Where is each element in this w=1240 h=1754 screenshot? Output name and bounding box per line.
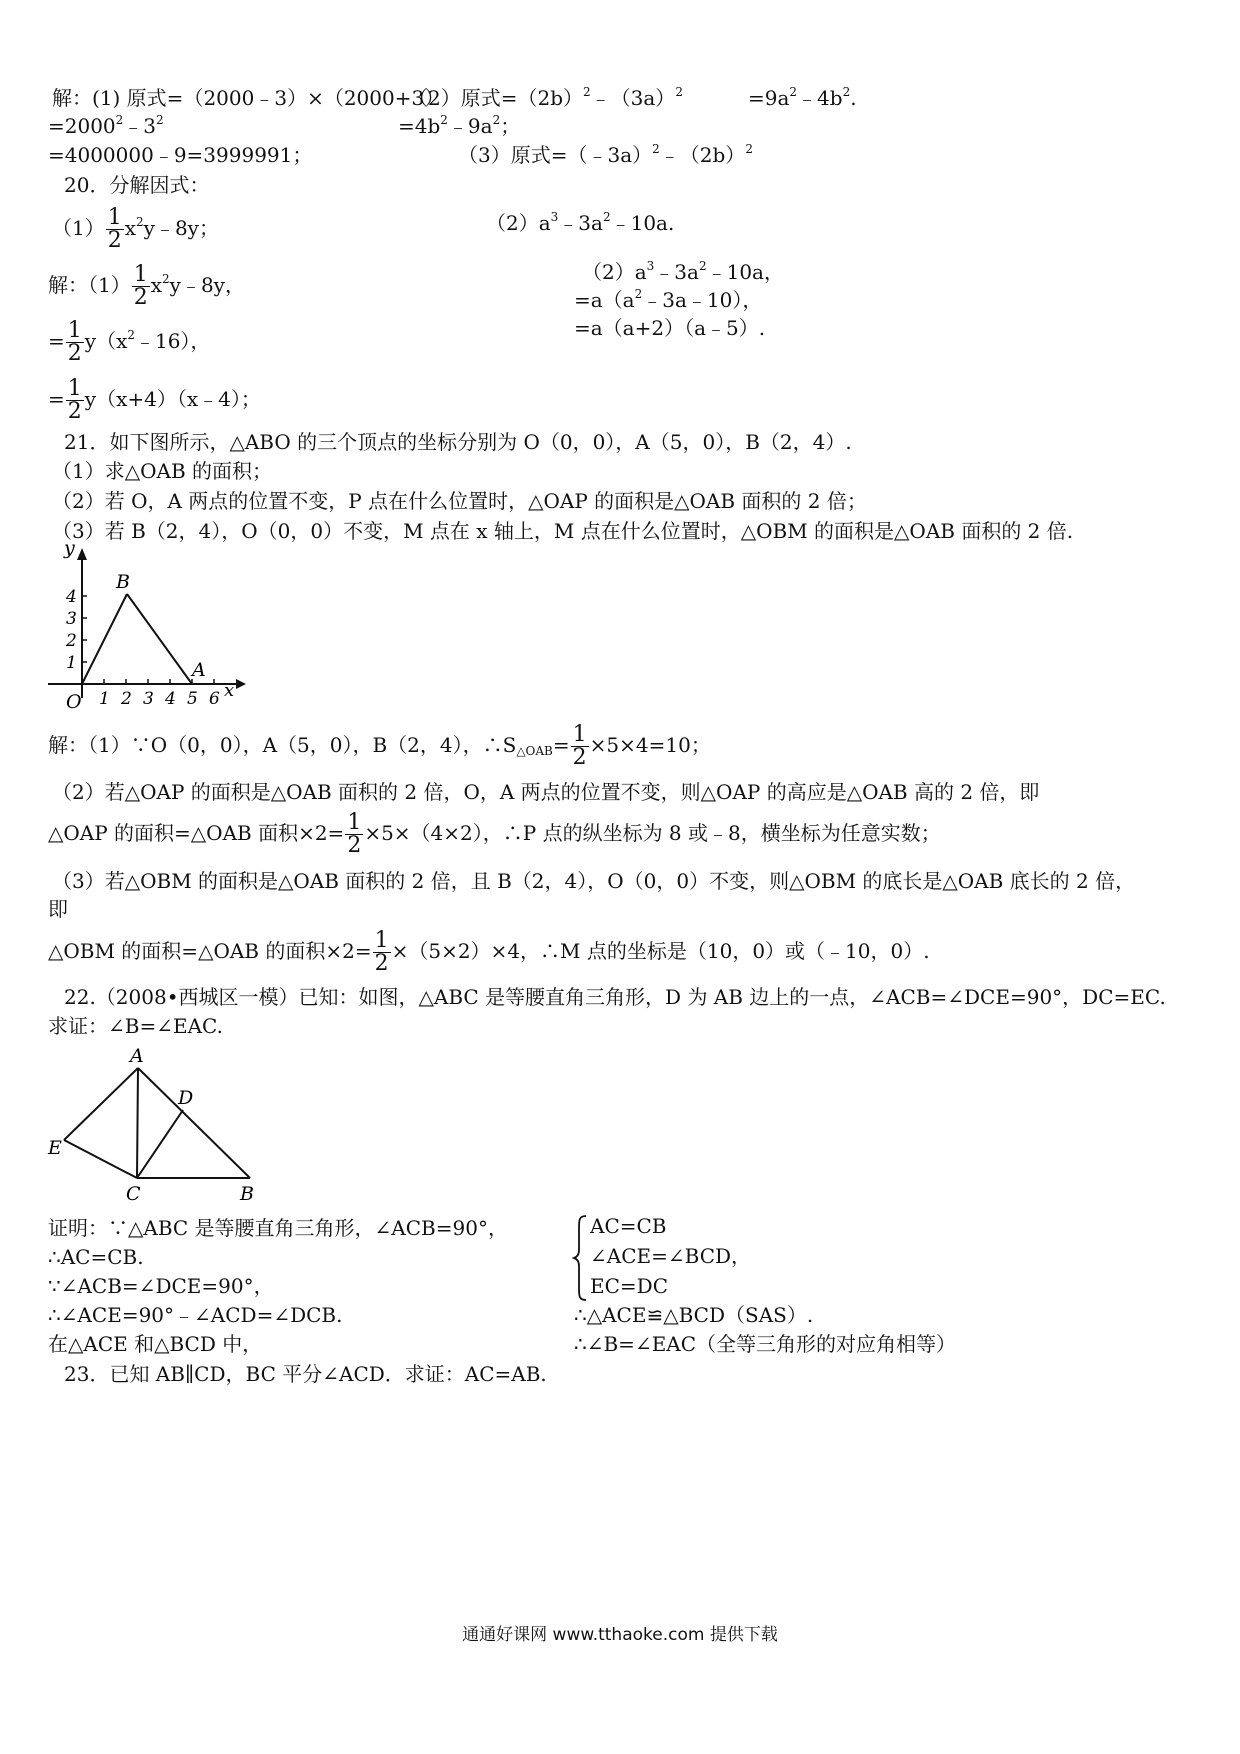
segment-ae	[64, 1068, 138, 1140]
y-tick-label-3: 3	[66, 609, 77, 629]
q21-solution1: 解：（1）∵O（0，0），A（5，0），B（2，4），$\therefore S_{\triangle OAB}=$ $\frac{1}{2}$ ×5×4=10；	[48, 722, 711, 770]
q20-solution1-line3: = $\frac{1}{2}$ y（x+4）（x﹣4）；	[48, 376, 261, 424]
point-d-label: D	[178, 1087, 194, 1109]
q20-solution2-line3: =a（a+2）（a﹣5）.	[574, 316, 766, 340]
q21-solution3-line2: 即	[48, 897, 68, 921]
footer: 通通好课网 www.tthaoke.com 提供下载	[462, 1625, 778, 1645]
q21-part1: （1）求△OAB 的面积；	[52, 459, 272, 483]
x-tick-label-5: 5	[187, 689, 198, 709]
q20-title: 20．分解因式：	[64, 173, 210, 197]
q21-solution3-line3: △OBM 的面积=△OAB 的面积×2= $\frac{1}{2}$ ×（5×2）×4，∴M 点的坐标是（10，0）或（﹣10，0）.	[48, 928, 930, 976]
coordinate-graph	[40, 538, 260, 716]
left-brace	[572, 1214, 588, 1302]
brace-line3: EC=DC	[590, 1274, 668, 1298]
brace-line1: AC=CB	[590, 1214, 667, 1238]
segment-cd	[137, 1110, 183, 1178]
fraction-half: $\frac{1}{2}$	[572, 722, 587, 770]
origin-label: O	[66, 691, 82, 713]
q20-solution1-line1: 解：（1） $\frac{1}{2}$ $x^2y﹣8y$，	[48, 262, 245, 310]
x-tick-label-3: 3	[143, 689, 154, 709]
q19-line1-right: $=9a^2﹣4b^2$.	[748, 85, 857, 110]
x-tick-label-6: 6	[209, 689, 220, 709]
y-tick-label-4: 4	[66, 587, 77, 607]
segment-ab	[138, 1068, 250, 1178]
fraction-half: $\frac{1}{2}$	[374, 928, 389, 976]
q19-line2-left: $=2000^2﹣3^2$	[48, 113, 164, 138]
q22-proof-line2: ∴AC=CB.	[48, 1245, 144, 1269]
q20-problem2: $(2)a^3﹣3a^2﹣10a$.	[486, 210, 675, 235]
q21-solution3-line1: （3）若△OBM 的面积是△OAB 面积的 2 倍，且 B（2，4），O（0，0）不变，则△OBM 的底长是△OAB 底长的 2 倍，	[52, 869, 1136, 893]
x-axis-label: x	[224, 680, 235, 701]
triangle-figure	[40, 1040, 270, 1210]
q22-proof-line5: 在△ACE 和△BCD 中，	[48, 1332, 263, 1356]
q19-line2-mid: $=4b^2﹣9a^2$；	[398, 113, 521, 138]
q23-text: 23．已知 AB∥CD，BC 平分∠ACD．求证：AC=AB.	[64, 1362, 547, 1386]
point-e-label: E	[48, 1137, 62, 1159]
segment-ac	[137, 1068, 138, 1178]
q22-prove: 求证：∠B=∠EAC.	[48, 1014, 223, 1038]
q20-solution1-line2: = $\frac{1}{2}$ $y(x^2﹣16)$，	[48, 318, 211, 366]
q21-intro: 21．如下图所示，△ABO 的三个顶点的坐标分别为 O（0，0），A（5，0），B（2，4）.	[64, 430, 852, 454]
q20-problem1: （1） $\frac{1}{2}$ $x^2y﹣8y$；	[52, 205, 219, 253]
fraction-half: $\frac{1}{2}$	[133, 262, 148, 310]
q19-line1-mid: （2）原式$=(2b)^2﹣(3a)^2$	[408, 85, 683, 110]
point-a-label: A	[130, 1045, 144, 1067]
point-c-label: C	[126, 1183, 141, 1205]
q22-proof-line3: ∵∠ACB=∠DCE=90°，	[48, 1274, 274, 1298]
point-a-label: A	[192, 659, 206, 681]
brace-line2: ∠ACE=∠BCD，	[590, 1244, 752, 1268]
q21-part2: （2）若 O，A 两点的位置不变，P 点在什么位置时，△OAP 的面积是△OAB 面积的 2 倍；	[52, 489, 867, 513]
q19-line3-left: =4000000﹣9=3999991；	[48, 143, 313, 167]
q19-line1-left: 解：(1) 原式=（2000﹣3）×（2000+3）	[52, 86, 445, 110]
y-tick-label-1: 1	[66, 653, 77, 673]
fraction-half: $\frac{1}{2}$	[67, 318, 82, 366]
q20-solution2-line1: $(2)a^3﹣3a^2﹣10a$，	[582, 259, 784, 284]
point-b-label: B	[240, 1183, 254, 1205]
x-tick-label-4: 4	[165, 689, 176, 709]
q22-proof-line4: ∴∠ACE=90°﹣∠ACD=∠DCB.	[48, 1303, 343, 1327]
y-tick-label-2: 2	[66, 631, 77, 651]
q19-line3-mid: （3）原式$=(﹣3a)^2﹣(2b)^2$	[458, 142, 753, 167]
q22-intro: 22.（2008•西城区一模）已知：如图，△ABC 是等腰直角三角形，D 为 AB 边上的一点，∠ACB=∠DCE=90°，DC=EC.	[64, 985, 1166, 1009]
x-axis-arrow	[236, 679, 246, 689]
q22-conclusion2: ∴∠B=∠EAC（全等三角形的对应角相等）	[574, 1332, 957, 1356]
y-axis-arrow	[77, 548, 87, 560]
q21-part3: （3）若 B（2，4），O（0，0）不变，M 点在 x 轴上，M 点在什么位置时，△OBM 的面积是△OAB 面积的 2 倍.	[52, 519, 1074, 543]
x-tick-label-1: 1	[99, 689, 110, 709]
axis-ticks	[65, 587, 220, 709]
point-b-label: B	[116, 571, 130, 593]
q22-proof-line1: 证明：∵△ABC 是等腰直角三角形，∠ACB=90°，	[48, 1216, 508, 1240]
fraction-half: $\frac{1}{2}$	[67, 376, 82, 424]
segment-ob	[82, 594, 127, 684]
segment-ba	[127, 594, 192, 684]
x-tick-label-2: 2	[121, 689, 132, 709]
q22-conclusion1: ∴△ACE≌△BCD（SAS）.	[574, 1303, 814, 1327]
fraction-half: $\frac{1}{2}$	[347, 810, 362, 858]
q21-solution2-line2: △OAP 的面积=△OAB 面积×2= $\frac{1}{2}$ ×5×（4×2），∴P 点的纵坐标为 8 或﹣8，横坐标为任意实数；	[48, 810, 941, 858]
y-axis-label: y	[64, 538, 75, 559]
segment-ec	[64, 1140, 137, 1178]
q20-solution2-line2: $=a(a^2﹣3a﹣10)$，	[574, 287, 763, 312]
fraction-half: $\frac{1}{2}$	[107, 205, 122, 253]
q21-solution2-line1: （2）若△OAP 的面积是△OAB 面积的 2 倍，O，A 两点的位置不变，则△OAP 的高应是△OAB 高的 2 倍，即	[52, 780, 1040, 804]
